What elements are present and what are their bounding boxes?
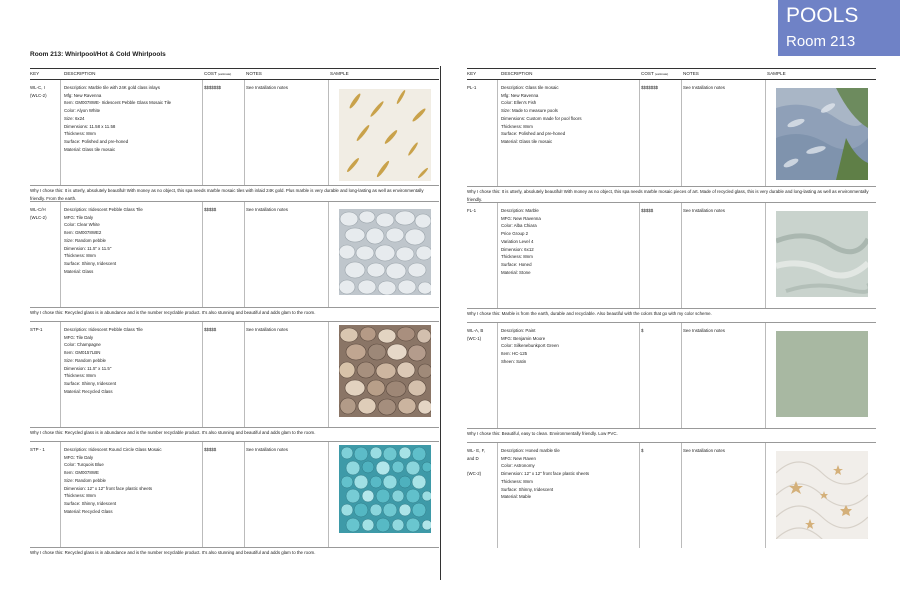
spec-row xyxy=(467,80,876,187)
room-title: Room 213: Whirlpool/Hot & Cold Whirlpools xyxy=(30,51,166,58)
notes-header: NOTES xyxy=(683,71,699,76)
section-badge xyxy=(778,0,900,56)
row-rationale: Why I chose this: Recycled glass is in abundance and is the number recyclable product. It's also stunning and beautiful and adds glam to the room. xyxy=(30,550,316,555)
row-notes: See Installation notes xyxy=(246,207,288,212)
right-spec-table xyxy=(467,68,876,548)
cost-header: COST (estimate) xyxy=(204,71,232,76)
row-rationale: Why I chose this: Recycled glass is in abundance and is the number recyclable product. It's also stunning and beautiful and adds glam to the room. xyxy=(30,308,439,322)
description-header: DESCRIPTION xyxy=(501,71,533,76)
cost-note: (estimate) xyxy=(217,72,232,76)
spec-row xyxy=(30,202,439,308)
row-cost: $$$$$$$ xyxy=(641,85,659,90)
sample-image-clear-pebble xyxy=(339,209,431,295)
sample-header: SAMPLE xyxy=(330,71,349,76)
row-cost: $$$$$$$ xyxy=(204,85,222,90)
row-cost: $ xyxy=(641,328,644,333)
row-key: FL-1 xyxy=(467,208,477,213)
row-cost: $$$$$ xyxy=(204,447,217,452)
row-key: WL-A, B (WC-1) xyxy=(467,328,484,341)
key-header: KEY xyxy=(467,71,477,76)
spec-row xyxy=(467,323,876,429)
row-key: STP-1 xyxy=(30,327,43,332)
row-cost: $$$$$ xyxy=(641,208,654,213)
sample-image-gold-marble xyxy=(339,89,431,181)
row-notes: See Installation notes xyxy=(246,327,288,332)
row-key: WL- E, F, and D (WC-2) xyxy=(467,448,486,477)
row-description: Description: Iridescent Pebble Glass Tile MFG: Tile Daly Color: Clear White Item: GM0078WE2 Size: Random pebble Dimension: 11.5" x 11.5" Thickness: 8mm Surface: Shinny, Iridescent Material: Glass xyxy=(64,207,143,274)
spec-row xyxy=(30,80,439,186)
row-description: Description: Iridescent Pebble Glass Tile MFG: Tile Daly Color: Champagne Item: GM0157LBN Size: Random pebble Dimension: 11.5" x 11.5" Thickness: 8mm Surface: Shinny, Iridescent Material: Recycled Glass xyxy=(64,327,143,394)
row-key: WL-C/H (WLC-2) xyxy=(30,207,47,220)
table-header xyxy=(467,68,876,80)
spec-row xyxy=(467,203,876,309)
sample-header: SAMPLE xyxy=(767,71,786,76)
row-notes: See Installation notes xyxy=(683,448,725,453)
row-description: Description: Paint MFG: Benjamin Moore Color: Silkenebunkport Green Item: HC-125 Sheen: Satin xyxy=(501,328,559,364)
row-notes: See Installation notes xyxy=(246,447,288,452)
spec-row xyxy=(30,322,439,428)
sample-image-turquoise-glass xyxy=(339,445,431,533)
row-rationale: Why I chose this: Marble is from the earth, durable and recyclable. Also beautiful with the colors that go with my color scheme. xyxy=(467,309,876,323)
row-rationale: Why I chose this: Recycled glass is in abundance and is the number recyclable product. It's also stunning and beautiful and adds glam to the room. xyxy=(30,428,439,442)
row-rationale: Why I chose this: It is utterly, absolutely beautiful! With money as no object, this spa needs marble mosaic tiles with inlaid 24K gold. Plus marble is very durable and long-lasting as well as environmentally friendly. From the earth. xyxy=(30,186,439,202)
sample-image-marble xyxy=(776,211,868,297)
row-rationale: Why I chose this: Beautiful, easy to clean. Environmentally friendly. Low PVC. xyxy=(467,429,876,443)
page-divider xyxy=(440,66,441,580)
row-notes: See Installation notes xyxy=(683,328,725,333)
cost-header: COST (estimate) xyxy=(641,71,669,76)
row-description: Description: Marble MFG: New Ravenna Color: Alba Chiara Price Group 2 Variation Level 4 Dimension: 6x12 Thickness: 8mm Surface: Honed Material: Stone xyxy=(501,208,541,275)
section-subtitle: Room 213 xyxy=(786,33,856,50)
row-key: STP - 1 xyxy=(30,447,45,452)
notes-header: NOTES xyxy=(246,71,262,76)
row-notes: See Installation notes xyxy=(246,85,288,90)
row-key: PL-1 xyxy=(467,85,477,90)
key-header: KEY xyxy=(30,71,40,76)
spec-row xyxy=(467,443,876,548)
sample-image-fish-mosaic xyxy=(776,88,868,180)
row-description: Description: Honed marble tile MFG: New Raven Color: Astronomy Dimension: 12" x 12" front face plastic sheets Thickness: 8mm Surface: Shinny, Iridescent Material: Mable xyxy=(501,448,590,500)
section-title: POOLS xyxy=(786,4,859,27)
sample-image-astronomy-marble xyxy=(776,451,868,539)
cost-note: (estimate) xyxy=(654,72,669,76)
table-header xyxy=(30,68,439,80)
row-cost: $ xyxy=(641,448,644,453)
row-rationale: Why I chose this: It is utterly, absolutely beautiful! With money as no object, this spa needs marble mosaic pieces of art. Made of recycled glass, this is very durable and long-lasting as well as environmentally friendly. xyxy=(467,187,876,203)
description-header: DESCRIPTION xyxy=(64,71,96,76)
row-notes: See Installation notes xyxy=(683,85,725,90)
row-notes: See Installation notes xyxy=(683,208,725,213)
left-spec-table xyxy=(30,68,439,562)
row-description: Description: Iridescent Round Circle Glass Mosaic MFG: Tile Daly Color: Turquois Blue Item: GM0078WE Size: Random pebble Dimension: 12" x 12" front face plastic sheets Thickness: 8mm Surface: Shinny, Iridescent Material: Recycled Glass xyxy=(64,447,162,514)
sample-paint-swatch xyxy=(776,331,868,417)
row-key: WL-C, I (WLC-2) xyxy=(30,85,47,98)
row-cost: $$$$$ xyxy=(204,327,217,332)
row-description: Description: Glass tile mosaic Mfg: New Ravenna Color: Ellen's Fish Size: Made to measure pools Dimensions: Custom made for pool floors Thickness: 8mm Surface: Polished and pre-honed Material: Glass tile mosaic xyxy=(501,85,582,144)
spec-row xyxy=(30,442,439,548)
row-description: Description: Marble tile with 24K gold class inlays Mfg: New Ravenna Item: GM0078WE- Iridescent Pebble Glass Mosaic Tile Color: Alyon White Size: 6x24 Dimensions: 11.58 x 11.58 Thickness: 8mm Surface: Polished and pre-honed Material: Glass tile mosaic xyxy=(64,85,172,152)
sample-image-champagne-pebble xyxy=(339,325,431,417)
row-cost: $$$$$ xyxy=(204,207,217,212)
